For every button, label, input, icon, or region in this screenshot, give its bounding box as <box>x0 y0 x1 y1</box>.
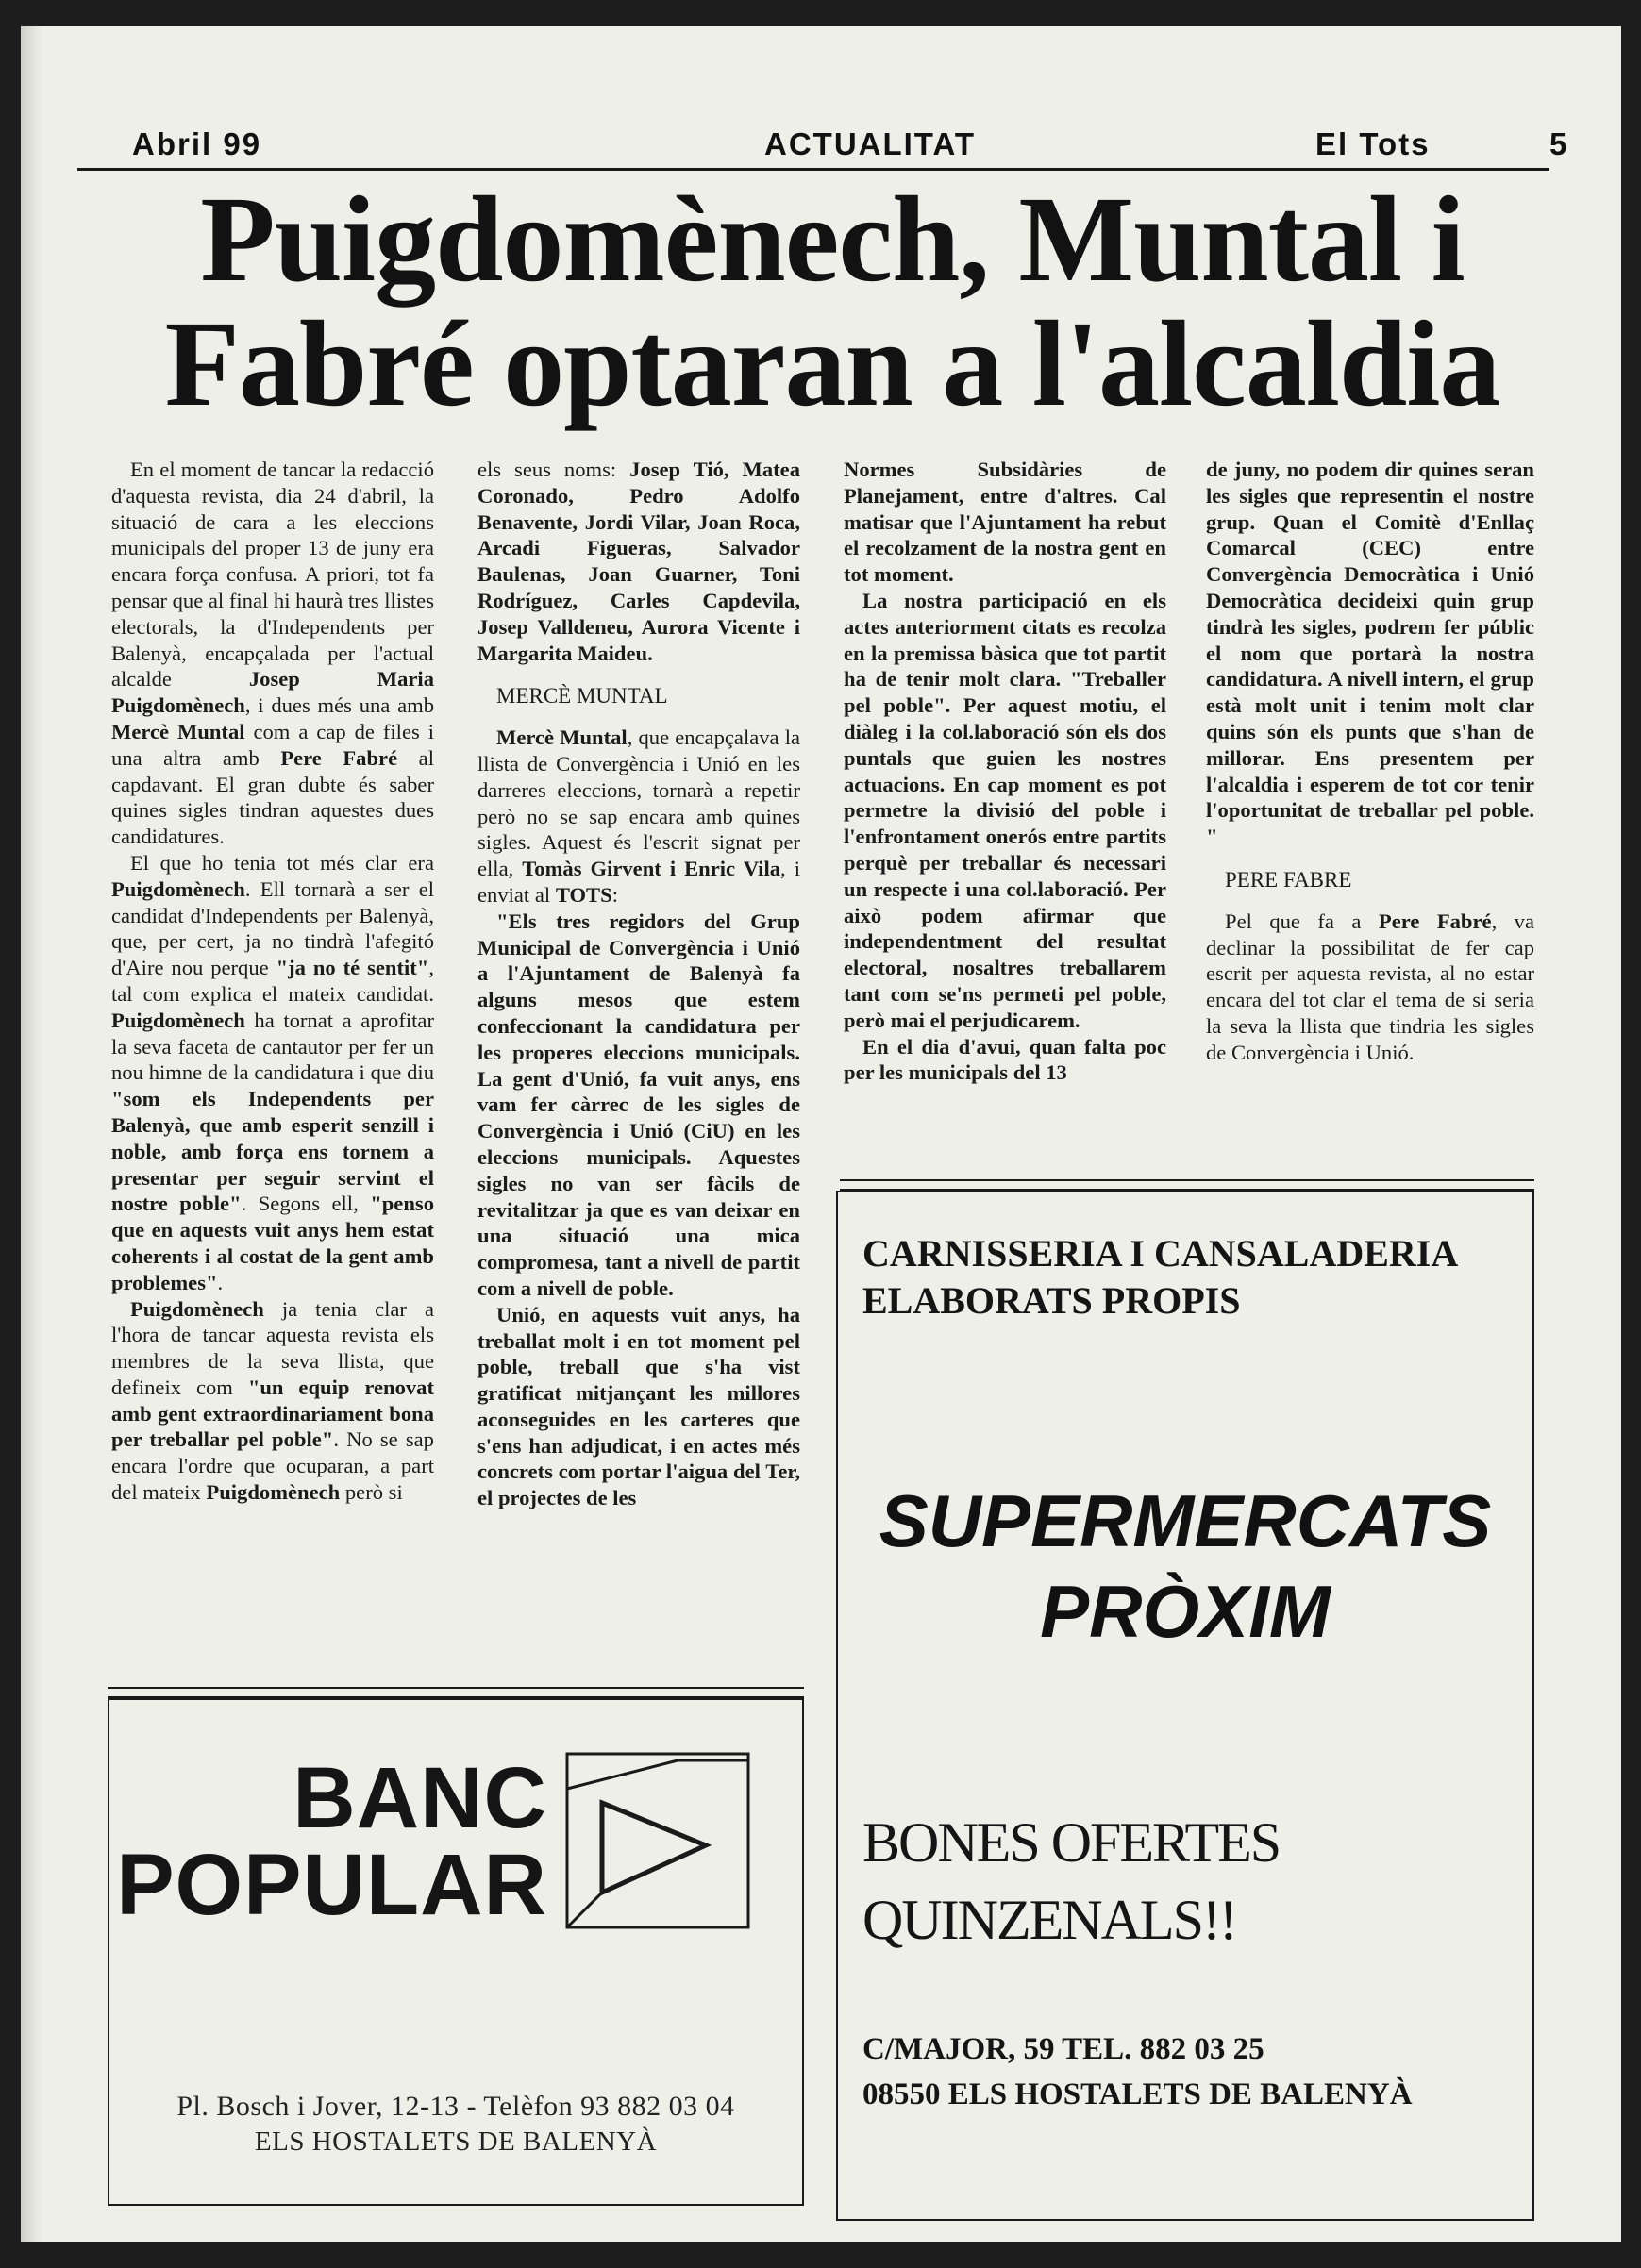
paragraph <box>1206 457 1534 850</box>
bold-text: Puigdomènech <box>206 1480 341 1505</box>
banc-address: Pl. Bosch i Jover, 12-13 - Telèfon 93 882 03 04 <box>176 2091 735 2122</box>
bold-text: "penso que en aquests vuit anys hem estat coherents i al costat de la gent amb problemes" <box>111 1192 434 1294</box>
text: però si <box>340 1480 403 1505</box>
banc-popular-logo-icon <box>564 1751 751 1930</box>
bold-text: Unió, en aquests vuit anys, ha treballat molt i en tot moment pel poble, treball que s'ha vist gratificat mitjançant les millores aconseguides en les carteres que s'ens han adjudicat, i en actes més concrets com portar l'aigua del Ter, el projectes de les <box>477 1302 800 1510</box>
text: , que encapçalava la llista de Convergència i Unió en les darreres eleccions, tornarà a repetir però no se sap encara amb quines sigles. Aquest és l'escrit signat per ella, <box>477 725 800 881</box>
text: , tal com explica el mateix candidat. <box>111 956 434 1006</box>
text: . Ell tornarà a ser el candidat d'Independents per Balenyà, que, per cert, ja no tindrà l'afegitó d'Aire nou perque <box>111 876 434 980</box>
header-magazine-name: El Tots <box>1315 126 1431 161</box>
offers-line-1: BONES OFERTES <box>862 1811 1281 1874</box>
proxim-text: PRÒXIM <box>1040 1570 1331 1653</box>
bold-text: Pere Fabré <box>1378 909 1492 933</box>
carnisseria-address <box>862 2026 1523 2117</box>
text: ha tornat a aprofitar la seva faceta de cantautor per fer un nou himne de la candidatura i que diu <box>111 1008 434 1085</box>
article-column-1 <box>111 457 434 1506</box>
bold-text: Puigdomènech <box>130 1296 264 1321</box>
text: , va declinar la possibilitat de fer cap escrit per aquesta revista, al no estar encara del tot clar el tema de si seria la seva la llista que tindria les sigles de Convergència i Unió. <box>1206 909 1534 1064</box>
offers-line-2: QUINZENALS!! <box>862 1889 1236 1951</box>
text: . Segons ell, <box>241 1192 371 1216</box>
paragraph <box>844 588 1166 1034</box>
paragraph <box>111 457 434 850</box>
banc-word: BANC <box>293 1750 547 1846</box>
bold-text: Normes Subsidàries de Planejament, entre d'altres. Cal matisar que l'Ajuntament ha rebut el recolzament de la nostra gent en tot moment. <box>844 458 1166 587</box>
text: al capdavant. El gran dubte és saber quines sigles tindran aquestes dues candidatures. <box>111 745 434 849</box>
bold-text: TOTS <box>555 882 612 907</box>
header-page-number: 5 <box>1549 126 1569 161</box>
text: ja tenia clar a l'hora de tancar aquesta revista els membres de la seva llista, que defineix com <box>111 1296 434 1399</box>
paragraph <box>477 725 800 909</box>
subheading-pere-fabre: PERE FABRE <box>1225 867 1352 892</box>
headline-line-1: Puigdomènech, Muntal i <box>200 172 1465 308</box>
bold-text: Mercè Muntal <box>496 725 628 750</box>
carnisseria-address-line-2: 08550 ELS HOSTALETS DE BALENYÀ <box>862 2077 1413 2111</box>
text: : <box>611 882 618 907</box>
text: . <box>217 1270 224 1294</box>
banc-popular-ad <box>108 1698 804 2206</box>
article-column-4 <box>1206 457 1534 1066</box>
bold-text: Josep Tió, Matea Coronado, Pedro Adolfo Benavente, Jordi Vilar, Joan Roca, Arcadi Figueras, Salvador Baulenas, Joan Guarner, Toni Rodríguez, Carles Capdevila, Josep Valldeneu, Aurora Vicente i Margarita Maideu. <box>477 458 800 665</box>
article-column-2 <box>477 457 800 1511</box>
bold-text: "ja no té sentit" <box>276 956 429 980</box>
bold-text: En el dia d'avui, quan falta poc per les municipals del 13 <box>844 1034 1166 1085</box>
double-rule-left <box>108 1687 804 1698</box>
carnisseria-title <box>862 1230 1523 1325</box>
article-column-3 <box>844 457 1166 1086</box>
text: , i enviat al <box>477 857 800 907</box>
bold-text: "Els tres regidors del Grup Municipal de Convergència i Unió a l'Ajuntament de Balenyà fa alguns mesos que estem confeccionant la candidatura per les properes eleccions municipals. La gent d'Unió, fa vuit anys, ens vam fer càrrec de les sigles de Convergència i Unió (CiU) en les eleccions municipals. Aquestes sigles no van ser fàcils de revitalitzar ja que es van deixar en una situació una mica compromesa, tant a nivell de partit com a nivell de poble. <box>477 909 800 1300</box>
text: Pel que fa a <box>1225 909 1379 933</box>
paragraph <box>1206 909 1534 1066</box>
bold-text: Josep Maria Puigdomènech <box>111 667 434 718</box>
bold-text: Puigdomènech <box>111 876 245 901</box>
bold-text: Puigdomènech <box>111 1008 245 1032</box>
headline-line-2: Fabré optaran a l'alcaldia <box>164 296 1500 432</box>
text: com a cap de files i una altra amb <box>111 719 434 770</box>
page-header <box>77 104 1569 171</box>
paragraph <box>844 1034 1166 1087</box>
offers-text <box>862 1804 1523 1959</box>
paragraph <box>477 457 800 666</box>
paragraph <box>844 457 1166 588</box>
paragraph <box>111 1296 434 1506</box>
carnisseria-title-line-1: CARNISSERIA I CANSALADERIA <box>862 1232 1459 1275</box>
article-headline <box>77 172 1587 432</box>
bold-text: Tomàs Girvent i Enric Vila <box>522 857 781 881</box>
text: . No se sap encara l'ordre que ocuparan, a part del mateix <box>111 1427 434 1505</box>
supermercats-text: SUPERMERCATS <box>879 1479 1492 1562</box>
magazine-page <box>21 26 1621 2242</box>
carnisseria-address-line-1: C/MAJOR, 59 TEL. 882 03 25 <box>862 2032 1264 2066</box>
bold-text: Mercè Muntal <box>111 719 245 743</box>
double-rule-right <box>840 1179 1534 1191</box>
bold-text: de juny, no podem dir quines seran les sigles que representin el nostre grup. Quan el Comitè d'Enllaç Comarcal (CEC) entre Convergència Democràtica i Unió Democràtica decideixi quin grup tindrà les sigles, podrem fer públic el nom que portarà la nostra candidatura. A nivell intern, el grup està molt unit i tenim molt clar quins són els punts que s'han de millorar. Ens presentem per l'alcaldia i esperem de tot cor tenir l'oportunitat de treballar pel poble. " <box>1206 458 1534 849</box>
subheading-merce-muntal: MERCÈ MUNTAL <box>496 684 668 709</box>
header-section: ACTUALITAT <box>764 126 977 161</box>
bold-text: La nostra participació en els actes anteriorment citats es recolza en la premissa bàsica que tot partit ha de tenir molt clara. "Treballer pel poble". Per aquest motiu, el diàleg i la col.laboració són els dos puntals que guien les nostres actuacions. En cap moment es pot permetre la divisió del poble i l'enfrontament onerós entre partits perquè per treballar és necessari un respecte i una col.laboració. Per això podem afirmar que independentment del resultat electoral, nosaltres treballarem tant com se'ns permeti pel poble, però mai el perjudicarem. <box>844 588 1166 1032</box>
bold-text: "un equip renovat amb gent extraordinariament bona per treballar pel poble" <box>111 1375 434 1452</box>
paragraph <box>111 850 434 1296</box>
page-fold-shadow <box>21 26 43 2242</box>
bold-text: Pere Fabré <box>280 745 398 770</box>
banc-town: ELS HOSTALETS DE BALENYÀ <box>254 2126 658 2157</box>
paragraph <box>477 909 800 1302</box>
carnisseria-title-line-2: ELABORATS PROPIS <box>862 1279 1241 1322</box>
bold-text: "som els Independents per Balenyà, que amb esperit senzill i noble, amb força ens tornem a presentar per seguir servint el nostre poble" <box>111 1087 434 1216</box>
text: els seus noms: <box>477 458 630 481</box>
text: El que ho tenia tot més clar era <box>130 850 434 875</box>
text: En el moment de tancar la redacció d'aquesta revista, dia 24 d'abril, la situació de cara a les eleccions municipals del proper 13 de juny era encara força confusa. A priori, tot fa pensar que al final hi haurà tres llistes electorals, la d'Independents per Balenyà, encapçalada per l'actual alcalde <box>111 458 434 692</box>
paragraph <box>477 1302 800 1511</box>
popular-word: POPULAR <box>116 1837 547 1933</box>
text: , i dues més una amb <box>244 693 434 718</box>
header-date: Abril 99 <box>132 126 262 161</box>
carnisseria-ad <box>836 1191 1534 2221</box>
